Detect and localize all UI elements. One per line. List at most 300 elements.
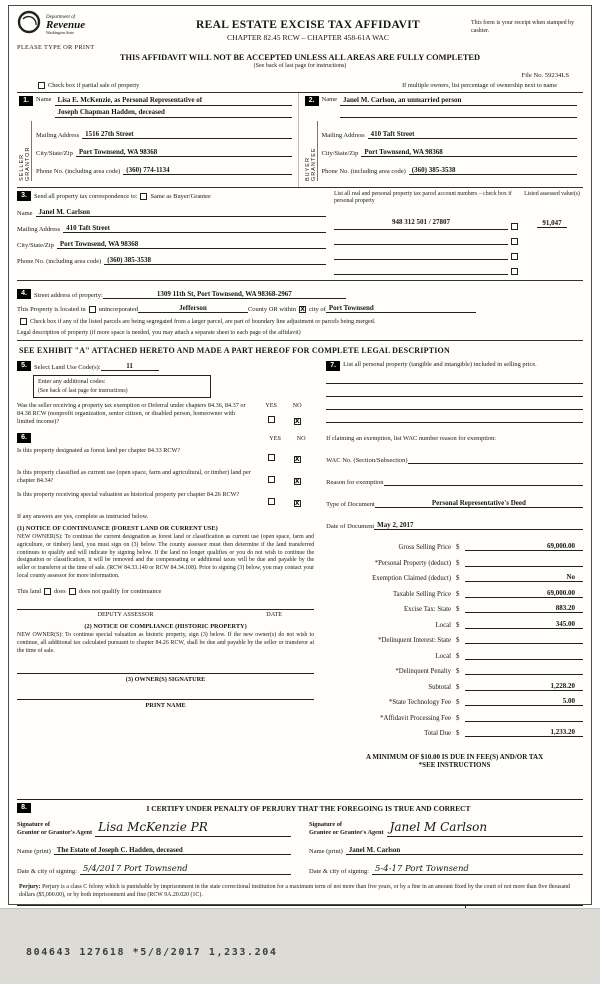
- assessed-cell-1: [521, 212, 583, 230]
- historic-question-text: Is this property receiving special valuation as historical property per chapter 84.26 RCW?: [17, 491, 240, 499]
- grantor-date-label: Date & city of signing:: [17, 868, 77, 876]
- delinquent-interest-state-row: [326, 635, 583, 644]
- parcel-row-3: [334, 251, 583, 260]
- grantee-signature-handwriting: Janel M Carlson: [389, 820, 488, 835]
- dollar-sign: $: [456, 730, 460, 738]
- forest-land-question-text: Is this property designated as forest land per chapter 84.33 RCW?: [17, 447, 181, 455]
- buyer-side-word2: GRANTEE: [310, 147, 317, 181]
- seller-phone-label: Phone No. (including area code): [36, 168, 121, 175]
- parcel-number-line-1: [334, 211, 508, 230]
- grantor-name-row: [17, 846, 291, 855]
- reason-exemption-field: [384, 477, 583, 486]
- section-3-number: 3.: [17, 191, 31, 201]
- buyer-csz-field: [361, 148, 577, 157]
- personal-property-deduct-label: *Personal Property (deduct): [374, 559, 451, 567]
- excise-tax-state-value: 883.20: [555, 604, 575, 613]
- historic-question: [17, 491, 314, 509]
- corr-name-label: Name: [17, 210, 33, 217]
- excise-tax-local-label: Local: [435, 621, 451, 629]
- exemption-claimed-label: Exemption Claimed (deduct): [372, 575, 451, 583]
- excise-tax-local-row: [326, 620, 583, 629]
- excise-tax-state-label: Excise Tax: State: [404, 606, 451, 614]
- subtotal-row: [326, 682, 583, 691]
- parcel-numbers-block: [334, 191, 583, 275]
- assessed-cell-4: [521, 266, 583, 275]
- land-does-checkbox: [44, 588, 51, 595]
- wac-number-row: [326, 455, 583, 464]
- parcel-header-row: [334, 191, 583, 205]
- exemption-no-cell: [284, 409, 310, 427]
- land-does-not-checkbox: [69, 588, 76, 595]
- same-as-buyer-checkbox: [140, 193, 147, 200]
- segregated-checkbox: [20, 318, 27, 325]
- buyer-grantee-vertical-label: [305, 121, 318, 181]
- subtotal-field: [465, 682, 583, 691]
- multiple-owners-note: If multiple owners, list percentage of ownership next to name: [402, 82, 557, 89]
- same-as-buyer-label: Same as Buyer/Grantee: [150, 192, 211, 200]
- yes-header-label: YES: [265, 402, 277, 410]
- street-address-row: [17, 289, 583, 299]
- buyer-mailing-value: 410 Taft Street: [370, 130, 415, 138]
- partial-sale-row: [17, 79, 583, 93]
- section-8-number: 8.: [17, 803, 31, 813]
- section-4-number: 4.: [17, 289, 31, 299]
- buyer-name-value-line2: [340, 108, 577, 118]
- forest-land-boxes: [258, 447, 314, 465]
- grantee-name-value: Janel M. Carlson: [348, 846, 401, 855]
- right-column: [326, 361, 583, 795]
- parcel-number-line-4: [334, 266, 508, 275]
- please-type-or-print: PLEASE TYPE OR PRINT: [17, 44, 95, 51]
- grantor-date-handwriting: 5/4/2017 Port Townsend: [82, 864, 188, 875]
- warning-line: THIS AFFIDAVIT WILL NOT BE ACCEPTED UNLESS ALL AREAS ARE FULLY COMPLETED: [119, 53, 481, 62]
- seller-side-word2: GRANTOR: [25, 146, 31, 181]
- taxable-selling-price-field: [465, 589, 583, 598]
- grantor-name-value: The Estate of Joseph C. Hadden, deceased: [56, 846, 183, 855]
- grantor-signature-handwriting: Lisa McKenzie PR: [98, 820, 208, 835]
- seller-csz-value: Port Townsend, WA 98368: [78, 148, 158, 156]
- excise-tax-local-field: [465, 620, 583, 629]
- logo-washington-state: Washington State: [46, 29, 75, 35]
- delinquent-penalty-field: [465, 666, 583, 675]
- dollar-sign: $: [456, 559, 460, 567]
- buyer-body: [305, 121, 578, 181]
- grantee-date-field: [372, 864, 583, 875]
- parties-row: [17, 93, 583, 188]
- logo-department-of: Department of: [46, 14, 76, 20]
- tax-correspondence-block: [17, 191, 334, 275]
- seller-section: [17, 93, 298, 187]
- section-4: [17, 281, 583, 341]
- grantor-signature-row: [17, 818, 291, 837]
- perjury-body: Perjury is a class C felony which is punishable by imprisonment in the state correctional institution for a maximum term of not more than five years, or by a fine in an amount fixed by the court of not more than five thousand dollars ($5,000.00), or by both imprisonment and fine (RCW 9A.20.020 (1C).: [19, 884, 570, 899]
- does-label: does: [53, 588, 66, 596]
- deputy-date-label: DATE: [266, 611, 283, 619]
- personal-property-label: List all personal property (tangible and intangible) included in selling price.: [343, 361, 537, 369]
- seller-mailing-field: [82, 130, 291, 139]
- additional-codes-label: Enter any additional codes:: [38, 378, 106, 386]
- seller-phone-row: [36, 166, 292, 175]
- section-5-number: 5.: [17, 361, 31, 371]
- corr-phone-label: Phone No. (including area code): [17, 258, 102, 265]
- correspondence-header-row: [17, 191, 326, 201]
- buyer-csz-value: Port Townsend, WA 98368: [364, 148, 443, 156]
- affidavit-processing-fee-field: [465, 713, 583, 722]
- grantor-signature-labels: [17, 821, 92, 837]
- grantee-signature-row: [309, 818, 583, 837]
- segregated-row: [17, 318, 583, 325]
- corr-csz-label: City/State/Zip: [17, 242, 54, 249]
- deputy-assessor-signature-line: [17, 609, 314, 610]
- current-use-yes-checkbox: [268, 476, 275, 483]
- land-use-code-value: 11: [126, 362, 133, 371]
- wac-number-label: WAC No. (Section/Subsection): [326, 457, 408, 465]
- parcel-number-line-2: [334, 236, 508, 245]
- see-back-note: (See back of last page for instructions): [253, 63, 347, 69]
- deputy-assessor-labels: [17, 611, 314, 618]
- dollar-sign: $: [456, 637, 460, 645]
- header-center: [145, 10, 471, 42]
- seller-mailing-value: 1516 27th Street: [85, 130, 134, 138]
- city-value: Port Townsend: [328, 304, 374, 313]
- land-qualify-row: [17, 588, 314, 595]
- delinquent-penalty-row: [326, 666, 583, 675]
- corr-phone-field: [104, 256, 326, 265]
- seller-name-label: Name: [36, 96, 52, 103]
- seller-fields: [32, 121, 292, 181]
- county-value: Jefferson: [179, 304, 207, 313]
- land-use-row: [17, 361, 314, 371]
- deputy-assessor-label: DEPUTY ASSESSOR: [97, 611, 154, 619]
- receipt-note: This form is your receipt when stamped by cashier.: [471, 20, 575, 35]
- delinquent-interest-local-field: [465, 651, 583, 660]
- gross-selling-price-value: 69,000.00: [547, 542, 575, 551]
- type-of-document-value: Personal Representative's Deed: [431, 499, 526, 508]
- header-left: [17, 10, 145, 51]
- buyer-section: [298, 93, 584, 187]
- perjury-label: Perjury:: [19, 884, 41, 891]
- segregated-label: Check box if any of the listed parcels are being segregated from a larger parcel, are part of boundary line adjustment or parcels being merged.: [30, 318, 376, 325]
- grantee-signature-block: [309, 818, 583, 875]
- total-due-row: [326, 728, 583, 737]
- located-in-label: This Property is located in: [17, 306, 86, 314]
- print-name-line: [17, 699, 314, 700]
- seller-mailing-row: [36, 130, 292, 139]
- seller-side-word1: SELLER: [19, 153, 25, 181]
- exhibit-a-line: SEE EXHIBIT "A" ATTACHED HERETO AND MADE A PART HEREOF FOR COMPLETE LEGAL DESCRIPTION: [19, 346, 450, 356]
- revenue-logo-icon: [17, 10, 43, 39]
- historic-no-checkbox: X: [294, 500, 300, 508]
- personal-property-deduct-row: [326, 558, 583, 567]
- see-instructions-note: *SEE INSTRUCTIONS: [418, 761, 491, 770]
- current-use-question-text: Is this property classified as current use (open space, farm and agricultural, or timber) land per chapter 84.34?: [17, 469, 251, 485]
- state-technology-fee-field: [465, 697, 583, 706]
- parcel-row-1: [334, 211, 583, 230]
- parcel-number-line-3: [334, 251, 508, 260]
- current-use-yes-cell: [258, 469, 284, 487]
- total-due-label: Total Due: [424, 730, 451, 738]
- forest-land-question: [17, 447, 314, 465]
- perjury-paragraph: [17, 880, 583, 903]
- taxable-selling-price-label: Taxable Selling Price: [392, 590, 451, 598]
- signature-columns: [17, 818, 583, 875]
- current-use-no-checkbox: X: [294, 478, 300, 486]
- property-location-row: [17, 304, 583, 313]
- notice-of-continuance-title: (1) NOTICE OF CONTINUANCE (FOREST LAND OR CURRENT USE): [17, 525, 218, 533]
- current-use-boxes: [258, 469, 314, 487]
- corr-name-value: Janel M. Carlson: [38, 208, 91, 216]
- delinquent-interest-local-label: Local: [435, 652, 451, 660]
- dollar-sign: $: [456, 652, 460, 660]
- section-2-number: 2.: [305, 96, 319, 106]
- exemption-yes-cell: [258, 409, 284, 427]
- corr-name-field: [36, 208, 326, 217]
- state-technology-fee-value: 5.00: [562, 697, 575, 706]
- parcel-number-value-1: 948 312 501 / 27807: [392, 218, 450, 227]
- delinquent-interest-state-label: *Delinquent Interest: State: [378, 637, 451, 645]
- seller-name-value-line2: Joseph Chapman Hadden, deceased: [55, 108, 292, 118]
- section-8: [17, 799, 583, 880]
- personal-property-row: [326, 361, 583, 371]
- personal-property-checkbox-1: [511, 223, 518, 230]
- personal-property-line-4: [326, 410, 583, 423]
- certification-header: [17, 803, 583, 813]
- forest-yes-cell: [258, 447, 284, 465]
- dollar-sign: $: [456, 621, 460, 629]
- does-not-label: does not qualify for continuance: [78, 588, 162, 596]
- buyer-csz-row: [322, 148, 578, 157]
- personal-property-checkbox-3: [511, 253, 518, 260]
- corr-mailing-row: [17, 224, 326, 233]
- notice-of-continuance-body: NEW OWNER(S): To continue the current designation as forest land or classification as current use (open space, farm and agriculture, or timber) land, you must sign on (3) below. The county assessor must then determine if the land transferred continues to qualify and will indicate by signing below. If the land no longer qualifies or you do not wish to continue the designation or classification, it will be removed and the compensating or additional taxes will be due and payable by the seller or transferor at the time of sale. (RCW 84.33.140 or RCW 84.34.108). Prior to signing (3) below, you may contact your local county assessor for more information.: [17, 534, 315, 579]
- section-6-number: 6.: [17, 433, 31, 443]
- notice-of-compliance-title: (2) NOTICE OF COMPLIANCE (HISTORIC PROPERTY): [84, 623, 247, 631]
- unincorporated-label: unincorporated: [98, 306, 138, 314]
- historic-yes-checkbox: [268, 498, 275, 505]
- exemption-yes-checkbox: [268, 416, 275, 423]
- grantor-date-row: [17, 864, 291, 875]
- minimum-due-note: A MINIMUM OF $10.00 IS DUE IN FEE(S) AND/OR TAX: [365, 753, 544, 762]
- parcel-row-4: [334, 266, 583, 275]
- taxable-selling-price-row: [326, 589, 583, 598]
- type-of-document-label: Type of Document: [326, 501, 375, 509]
- exemption-no-checkbox: X: [294, 418, 300, 426]
- this-land-label: This land: [17, 588, 41, 596]
- personal-property-line-3: [326, 397, 583, 410]
- forest-yes-checkbox: [268, 454, 275, 461]
- s6-yes-header: YES: [269, 434, 281, 442]
- city-checkbox: X: [300, 306, 305, 314]
- grantor-signature-of-label: Signature of: [17, 821, 50, 829]
- logo-revenue: Revenue: [46, 18, 86, 31]
- excise-tax-state-row: [326, 604, 583, 613]
- forest-no-checkbox: X: [294, 456, 300, 464]
- delinquent-interest-local-row: [326, 651, 583, 660]
- gross-selling-price-row: [326, 542, 583, 551]
- exemption-yes-no-column: [258, 402, 314, 427]
- wac-number-field: [408, 455, 583, 464]
- affidavit-processing-fee-row: [326, 713, 583, 722]
- grantee-name-row: [309, 846, 583, 855]
- form-title: REAL ESTATE EXCISE TAX AFFIDAVIT: [196, 19, 420, 31]
- reason-exemption-label: Reason for exemption: [326, 479, 384, 487]
- corr-phone-row: [17, 256, 326, 265]
- historic-yes-cell: [258, 491, 284, 509]
- delinquent-interest-state-field: [465, 635, 583, 644]
- buyer-mailing-label: Mailing Address: [321, 132, 365, 139]
- exemption-yn-header: [258, 402, 314, 409]
- scanner-background: [0, 908, 600, 984]
- dollar-sign: $: [456, 699, 460, 707]
- seller-csz-label: City/State/Zip: [36, 150, 73, 157]
- assessed-cell-3: [521, 251, 583, 260]
- buyer-mailing-field: [368, 130, 577, 139]
- reason-exemption-row: [326, 477, 583, 486]
- form-chapter-line: CHAPTER 82.45 RCW – CHAPTER 458-61A WAC: [227, 33, 389, 42]
- personal-property-checkbox-4: [511, 268, 518, 275]
- date-of-document-value: May 2, 2017: [377, 521, 414, 530]
- total-due-field: [465, 728, 583, 737]
- cashier-stamp-line: 804643 127618 *5/8/2017 1,233.204: [26, 947, 278, 958]
- s6-no-header: NO: [296, 434, 306, 442]
- buyer-phone-row: [322, 166, 578, 175]
- assessed-value-1: 91,047: [537, 219, 566, 228]
- corr-csz-field: [57, 240, 326, 249]
- personal-property-line-1: [326, 371, 583, 384]
- additional-codes-box: [33, 375, 211, 398]
- grantee-date-label: Date & city of signing:: [309, 868, 369, 876]
- section6-yn-header: [262, 435, 314, 442]
- historic-no-cell: [284, 491, 310, 509]
- personal-property-checkbox-2: [511, 238, 518, 245]
- grantor-name-print-label: Name (print): [17, 848, 51, 856]
- corr-name-row: [17, 208, 326, 217]
- corr-csz-value: Port Townsend, WA 98368: [59, 240, 139, 248]
- street-address-field: [103, 290, 346, 299]
- exemption-claimed-row: [326, 573, 583, 582]
- codes-see-back-note: (See back of last page for instructions): [38, 388, 128, 395]
- certification-text: I CERTIFY UNDER PENALTY OF PERJURY THAT THE FOREGOING IS TRUE AND CORRECT: [146, 803, 471, 813]
- dollar-sign: $: [456, 714, 460, 722]
- land-use-label: Select Land Use Code(s):: [34, 364, 101, 372]
- grantee-name-print-label: Name (print): [309, 848, 343, 856]
- corr-csz-row: [17, 240, 326, 249]
- buyer-phone-label: Phone No. (including area code): [321, 168, 406, 175]
- buyer-name-field: [340, 96, 577, 120]
- seller-body: [19, 121, 292, 181]
- total-due-value: 1,233.20: [550, 728, 575, 737]
- buyer-name-label: Name: [321, 96, 338, 103]
- subtotal-value: 1,228.20: [550, 681, 575, 690]
- parcel-header-text: List all real and personal property tax parcel account numbers – check box if personal property: [333, 191, 512, 205]
- seller-phone-value: (360) 774-1134: [126, 166, 170, 174]
- county-field: [138, 304, 248, 313]
- corr-phone-value: (360) 385-3538: [107, 256, 152, 264]
- send-correspondence-label: Send all property tax correspondence to:: [34, 192, 138, 200]
- buyer-phone-value: (360) 385-3538: [411, 166, 456, 174]
- buyer-csz-label: City/State/Zip: [321, 150, 359, 157]
- dollar-sign: $: [456, 544, 460, 552]
- dollar-sign: $: [456, 668, 460, 676]
- notice-of-compliance-body: NEW OWNER(S): To continue special valuation as historic property, sign (3) below. If the new owner(s) do not wish to continue, all additional tax calculated pursuant to chapter 84.26 RCW, shall be due and payable by the seller or transferor at the time of sale.: [17, 632, 315, 654]
- dollar-sign: $: [456, 590, 460, 598]
- owners-signature-line: [17, 673, 314, 674]
- buyer-name-value-line1: Janel M. Carlson, an unmarried person: [340, 96, 577, 106]
- street-address-label: Street address of property:: [34, 292, 103, 300]
- section-3: [17, 188, 583, 281]
- buyer-fields: [318, 121, 578, 181]
- exemption-question-row: [17, 402, 314, 427]
- city-field: [326, 304, 476, 313]
- file-number: File No. 59234LS: [521, 72, 569, 79]
- affidavit-form: [8, 5, 592, 905]
- exemption-claimed-field: [465, 573, 583, 582]
- corr-mailing-label: Mailing Address: [17, 226, 61, 233]
- buyer-phone-field: [409, 166, 577, 175]
- main-columns: [17, 359, 583, 795]
- city-of-label: city of: [309, 306, 326, 314]
- seller-name-value-line1: Lisa E. McKenzie, as Personal Representative of: [55, 96, 292, 106]
- state-technology-fee-label: *State Technology Fee: [388, 699, 451, 707]
- seller-name-field: [55, 96, 292, 120]
- section-6-header-row: [17, 433, 314, 443]
- current-use-no-cell: [284, 469, 310, 487]
- revenue-logo-text: [46, 15, 85, 35]
- street-address-value: 1309 11th St, Port Townsend, WA 98368-2967: [156, 290, 292, 299]
- state-technology-fee-row: [326, 697, 583, 706]
- partial-sale-checkbox: [38, 82, 45, 89]
- grantor-signature-field: [95, 818, 291, 837]
- grantee-signature-field: [387, 818, 583, 837]
- corr-mailing-value: 410 Taft Street: [66, 224, 110, 232]
- unincorporated-checkbox: [89, 306, 96, 313]
- dollar-sign: $: [456, 606, 460, 614]
- grantee-signature-labels: [309, 821, 384, 837]
- seller-csz-row: [36, 148, 292, 157]
- excise-tax-state-field: [465, 604, 583, 613]
- personal-property-line-2: [326, 384, 583, 397]
- grantor-date-field: [80, 864, 291, 875]
- historic-boxes: [258, 491, 314, 509]
- dollar-sign: $: [456, 575, 460, 583]
- parcel-row-2: [334, 236, 583, 245]
- buyer-name-row: [305, 96, 578, 120]
- forest-land-yn: [258, 447, 314, 465]
- left-column: [17, 361, 314, 795]
- seller-grantor-vertical-label: [19, 121, 32, 181]
- type-of-document-field: [375, 499, 583, 508]
- print-name-label: PRINT NAME: [145, 702, 186, 710]
- grantee-date-row: [309, 864, 583, 875]
- delinquent-penalty-label: *Delinquent Penalty: [395, 668, 451, 676]
- forest-no-cell: [284, 447, 310, 465]
- grantee-name-field: [346, 846, 583, 855]
- taxable-selling-price-value: 69,000.00: [547, 588, 575, 597]
- buyer-side-word1: BUYER: [304, 157, 311, 181]
- grantee-date-handwriting: 5-4-17 Port Townsend: [374, 864, 469, 875]
- form-header: [17, 10, 583, 51]
- seller-name-row: [19, 96, 292, 120]
- affidavit-processing-fee-label: *Affidavit Processing Fee: [380, 714, 451, 722]
- personal-property-deduct-field: [465, 558, 583, 567]
- land-use-field: [101, 362, 159, 371]
- date-of-document-label: Date of Document: [326, 523, 375, 531]
- excise-tax-local-value: 345.00: [555, 619, 575, 628]
- seller-mailing-label: Mailing Address: [36, 132, 80, 139]
- no-header-label: NO: [292, 402, 302, 410]
- type-of-document-row: [326, 499, 583, 508]
- grantor-signature-block: [17, 818, 291, 875]
